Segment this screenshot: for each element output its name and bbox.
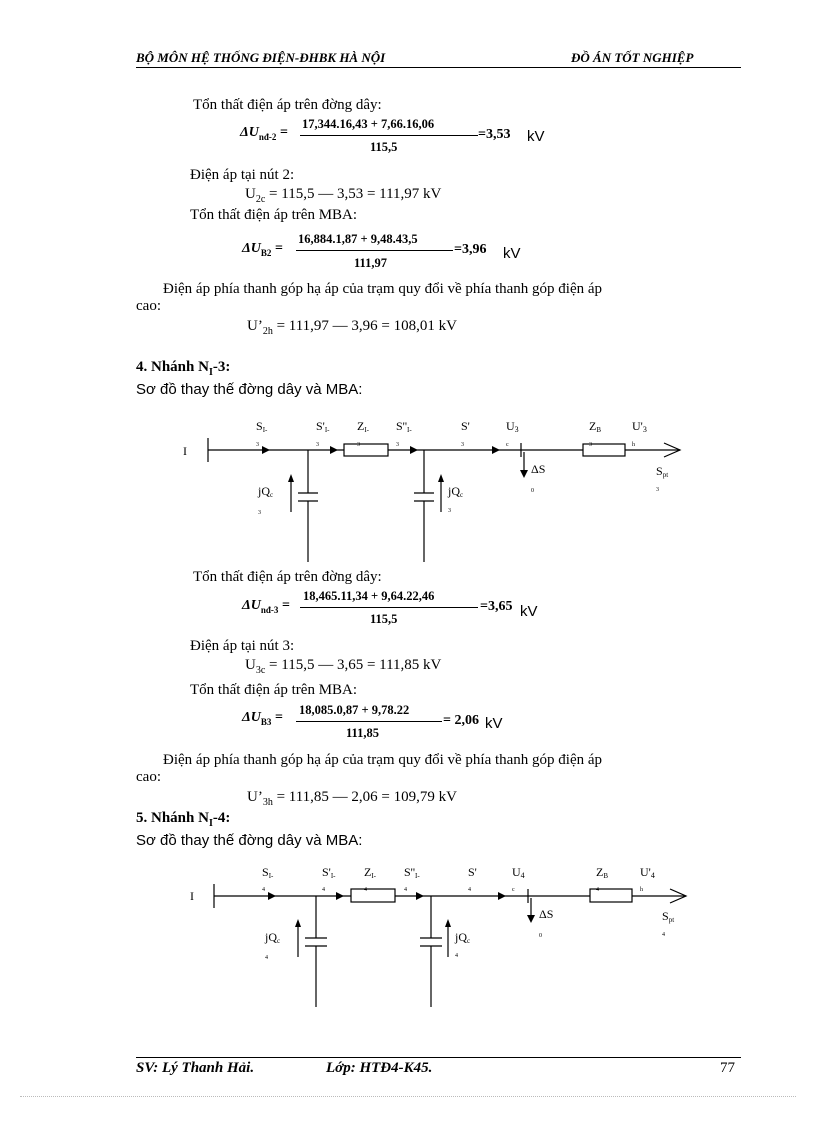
svg-text:ΔS: ΔS — [531, 462, 546, 476]
section-heading-5: 5. Nhánh $N_I-4$: — [136, 810, 231, 829]
svg-text:U'3: U'3 — [632, 419, 647, 434]
svg-text:jQc: jQc — [455, 930, 471, 945]
svg-text:S''I-: S''I- — [404, 865, 420, 880]
source-label: I — [190, 889, 194, 903]
svg-text:4: 4 — [455, 953, 458, 959]
busbar-equation-3: $U’_{3h} = 111,85$ — 2,06 = 109,79 kV — [247, 789, 457, 808]
svg-text:jQc: jQc — [258, 484, 274, 499]
svg-text:jQc: jQc — [265, 930, 281, 945]
flow-arrow — [498, 892, 506, 900]
svg-text:SI-: SI- — [262, 865, 274, 880]
svg-text:S': S' — [468, 865, 477, 879]
svg-text:3: 3 — [256, 442, 259, 448]
eq-unit: kV — [527, 128, 545, 145]
svg-text:SI-: SI- — [256, 419, 268, 434]
svg-text:4: 4 — [364, 887, 367, 893]
svg-text:3: 3 — [258, 510, 261, 516]
eq-result: = 2,06 — [443, 713, 479, 728]
source-label: I — [183, 444, 187, 458]
svg-text:3: 3 — [396, 442, 399, 448]
page-bottom-border — [20, 1096, 796, 1097]
svg-text:S'I-: S'I- — [322, 865, 336, 880]
svg-text:4: 4 — [404, 887, 407, 893]
svg-text:4: 4 — [662, 932, 665, 938]
eq-numerator: 16,884.1,87 + 9,48.43,5 — [298, 232, 418, 246]
diagram-title-5: Sơ đồ thay thế đờng dây và MBA: — [136, 832, 363, 849]
svg-text:Spt: Spt — [656, 464, 669, 479]
svg-text:ΔS: ΔS — [539, 907, 554, 921]
svg-text:4: 4 — [262, 887, 265, 893]
diagram-title-4: Sơ đồ thay thế đờng dây và MBA: — [136, 381, 363, 398]
section-heading-4: 4. Nhánh $N_I-3$: — [136, 359, 231, 378]
svg-text:c: c — [506, 442, 509, 448]
eq-result: =3,65 — [480, 599, 513, 614]
eq-denominator: 115,5 — [370, 612, 398, 626]
eq-denominator: 115,5 — [370, 140, 398, 154]
arrow-head — [527, 915, 535, 923]
svg-text:3: 3 — [316, 442, 319, 448]
svg-text:3: 3 — [448, 508, 451, 514]
svg-text:0: 0 — [539, 933, 542, 939]
line-loss-label-3: Tổn thất điện áp trên đờng dây: — [193, 97, 382, 113]
flow-arrow — [268, 892, 276, 900]
eq-numerator: 18,465.11,34 + 9,64.22,46 — [303, 589, 435, 603]
svg-text:Spt: Spt — [662, 909, 675, 924]
svg-text:ZI-: ZI- — [357, 419, 370, 434]
svg-text:3: 3 — [656, 487, 659, 493]
svg-text:3: 3 — [589, 442, 592, 448]
svg-text:jQc: jQc — [448, 484, 464, 499]
eq-result: =3,53 — [478, 127, 511, 142]
eq-unit: kV — [520, 603, 538, 620]
svg-text:ZB: ZB — [596, 865, 609, 880]
busbar-paragraph-3: Điện áp phía thanh góp hạ áp của trạm quy đổi về phía thanh góp điện áp — [163, 752, 603, 768]
svg-text:4: 4 — [322, 887, 325, 893]
busbar-paragraph-2-cont: cao: — [136, 298, 161, 314]
svg-text:4: 4 — [265, 955, 268, 961]
line-loss-label-4: Tổn thất điện áp trên đờng dây: — [193, 569, 382, 585]
eq-result: =3,96 — [454, 242, 487, 257]
arrow-head — [445, 919, 451, 927]
svg-text:ZI-: ZI- — [364, 865, 377, 880]
svg-text:U3: U3 — [506, 419, 519, 434]
busbar-equation-2: $U’_{2h} = 111,97$ — 3,96 = 108,01 kV — [247, 318, 457, 337]
svg-text:U'4: U'4 — [640, 865, 655, 880]
eq-lhs-sub: nđ-2 — [258, 131, 277, 142]
svg-text:4: 4 — [596, 887, 599, 893]
eq-denominator: 111,97 — [354, 256, 387, 270]
busbar-paragraph-3-cont: cao: — [136, 769, 161, 785]
busbar-paragraph-2: Điện áp phía thanh góp hạ áp của trạm quy đổi về phía thanh góp điện áp — [163, 281, 603, 297]
eq-unit: kV — [485, 715, 503, 732]
node-equation-3: $U_{3c} = 115,5$ — 3,65 = 111,85 kV — [245, 657, 442, 676]
header-left: BỘ MÔN HỆ THỐNG ĐIỆN-ĐHBK HÀ NỘI — [136, 50, 386, 65]
eq-unit: kV — [503, 245, 521, 262]
svg-text:0: 0 — [531, 488, 534, 494]
header-right: ĐỒ ÁN TỐT NGHIỆP — [571, 50, 694, 65]
eq-lhs: ΔU — [240, 125, 259, 140]
eq-numerator: 17,344.16,43 + 7,66.16,06 — [302, 117, 435, 131]
line-impedance — [351, 889, 395, 902]
svg-text:S''I-: S''I- — [396, 419, 412, 434]
svg-text:3: 3 — [357, 442, 360, 448]
mba-label-2: Tổn thất điện áp trên MBA: — [190, 207, 358, 223]
eq-numerator: 18,085.0,87 + 9,78.22 — [299, 703, 410, 717]
svg-text:S': S' — [461, 419, 470, 433]
mba-label-3: Tổn thất điện áp trên MBA: — [190, 682, 358, 698]
footer-rule — [136, 1057, 741, 1058]
svg-text:3: 3 — [461, 442, 464, 448]
node-equation-2: $U_{2c} = 115,5$ — 3,53 = 111,97 kV — [245, 186, 442, 205]
flow-arrow — [416, 892, 424, 900]
arrow-head — [295, 919, 301, 927]
svg-text:4: 4 — [468, 887, 471, 893]
node-label-2: Điện áp tại nút 2: — [190, 167, 295, 183]
eq-denominator: 111,85 — [346, 726, 379, 740]
node-label-3: Điện áp tại nút 3: — [190, 638, 295, 654]
footer-class: Lớp: HTĐ4-K45. — [326, 1060, 433, 1076]
flow-arrow — [336, 892, 344, 900]
svg-text:ZB: ZB — [589, 419, 602, 434]
svg-text:h: h — [640, 887, 643, 893]
page-number: 77 — [720, 1060, 735, 1076]
svg-text:c: c — [512, 887, 515, 893]
svg-text:U4: U4 — [512, 865, 525, 880]
footer-student: SV: Lý Thanh Hải. — [136, 1060, 255, 1076]
svg-text:h: h — [632, 442, 635, 448]
svg-text:S'I-: S'I- — [316, 419, 330, 434]
